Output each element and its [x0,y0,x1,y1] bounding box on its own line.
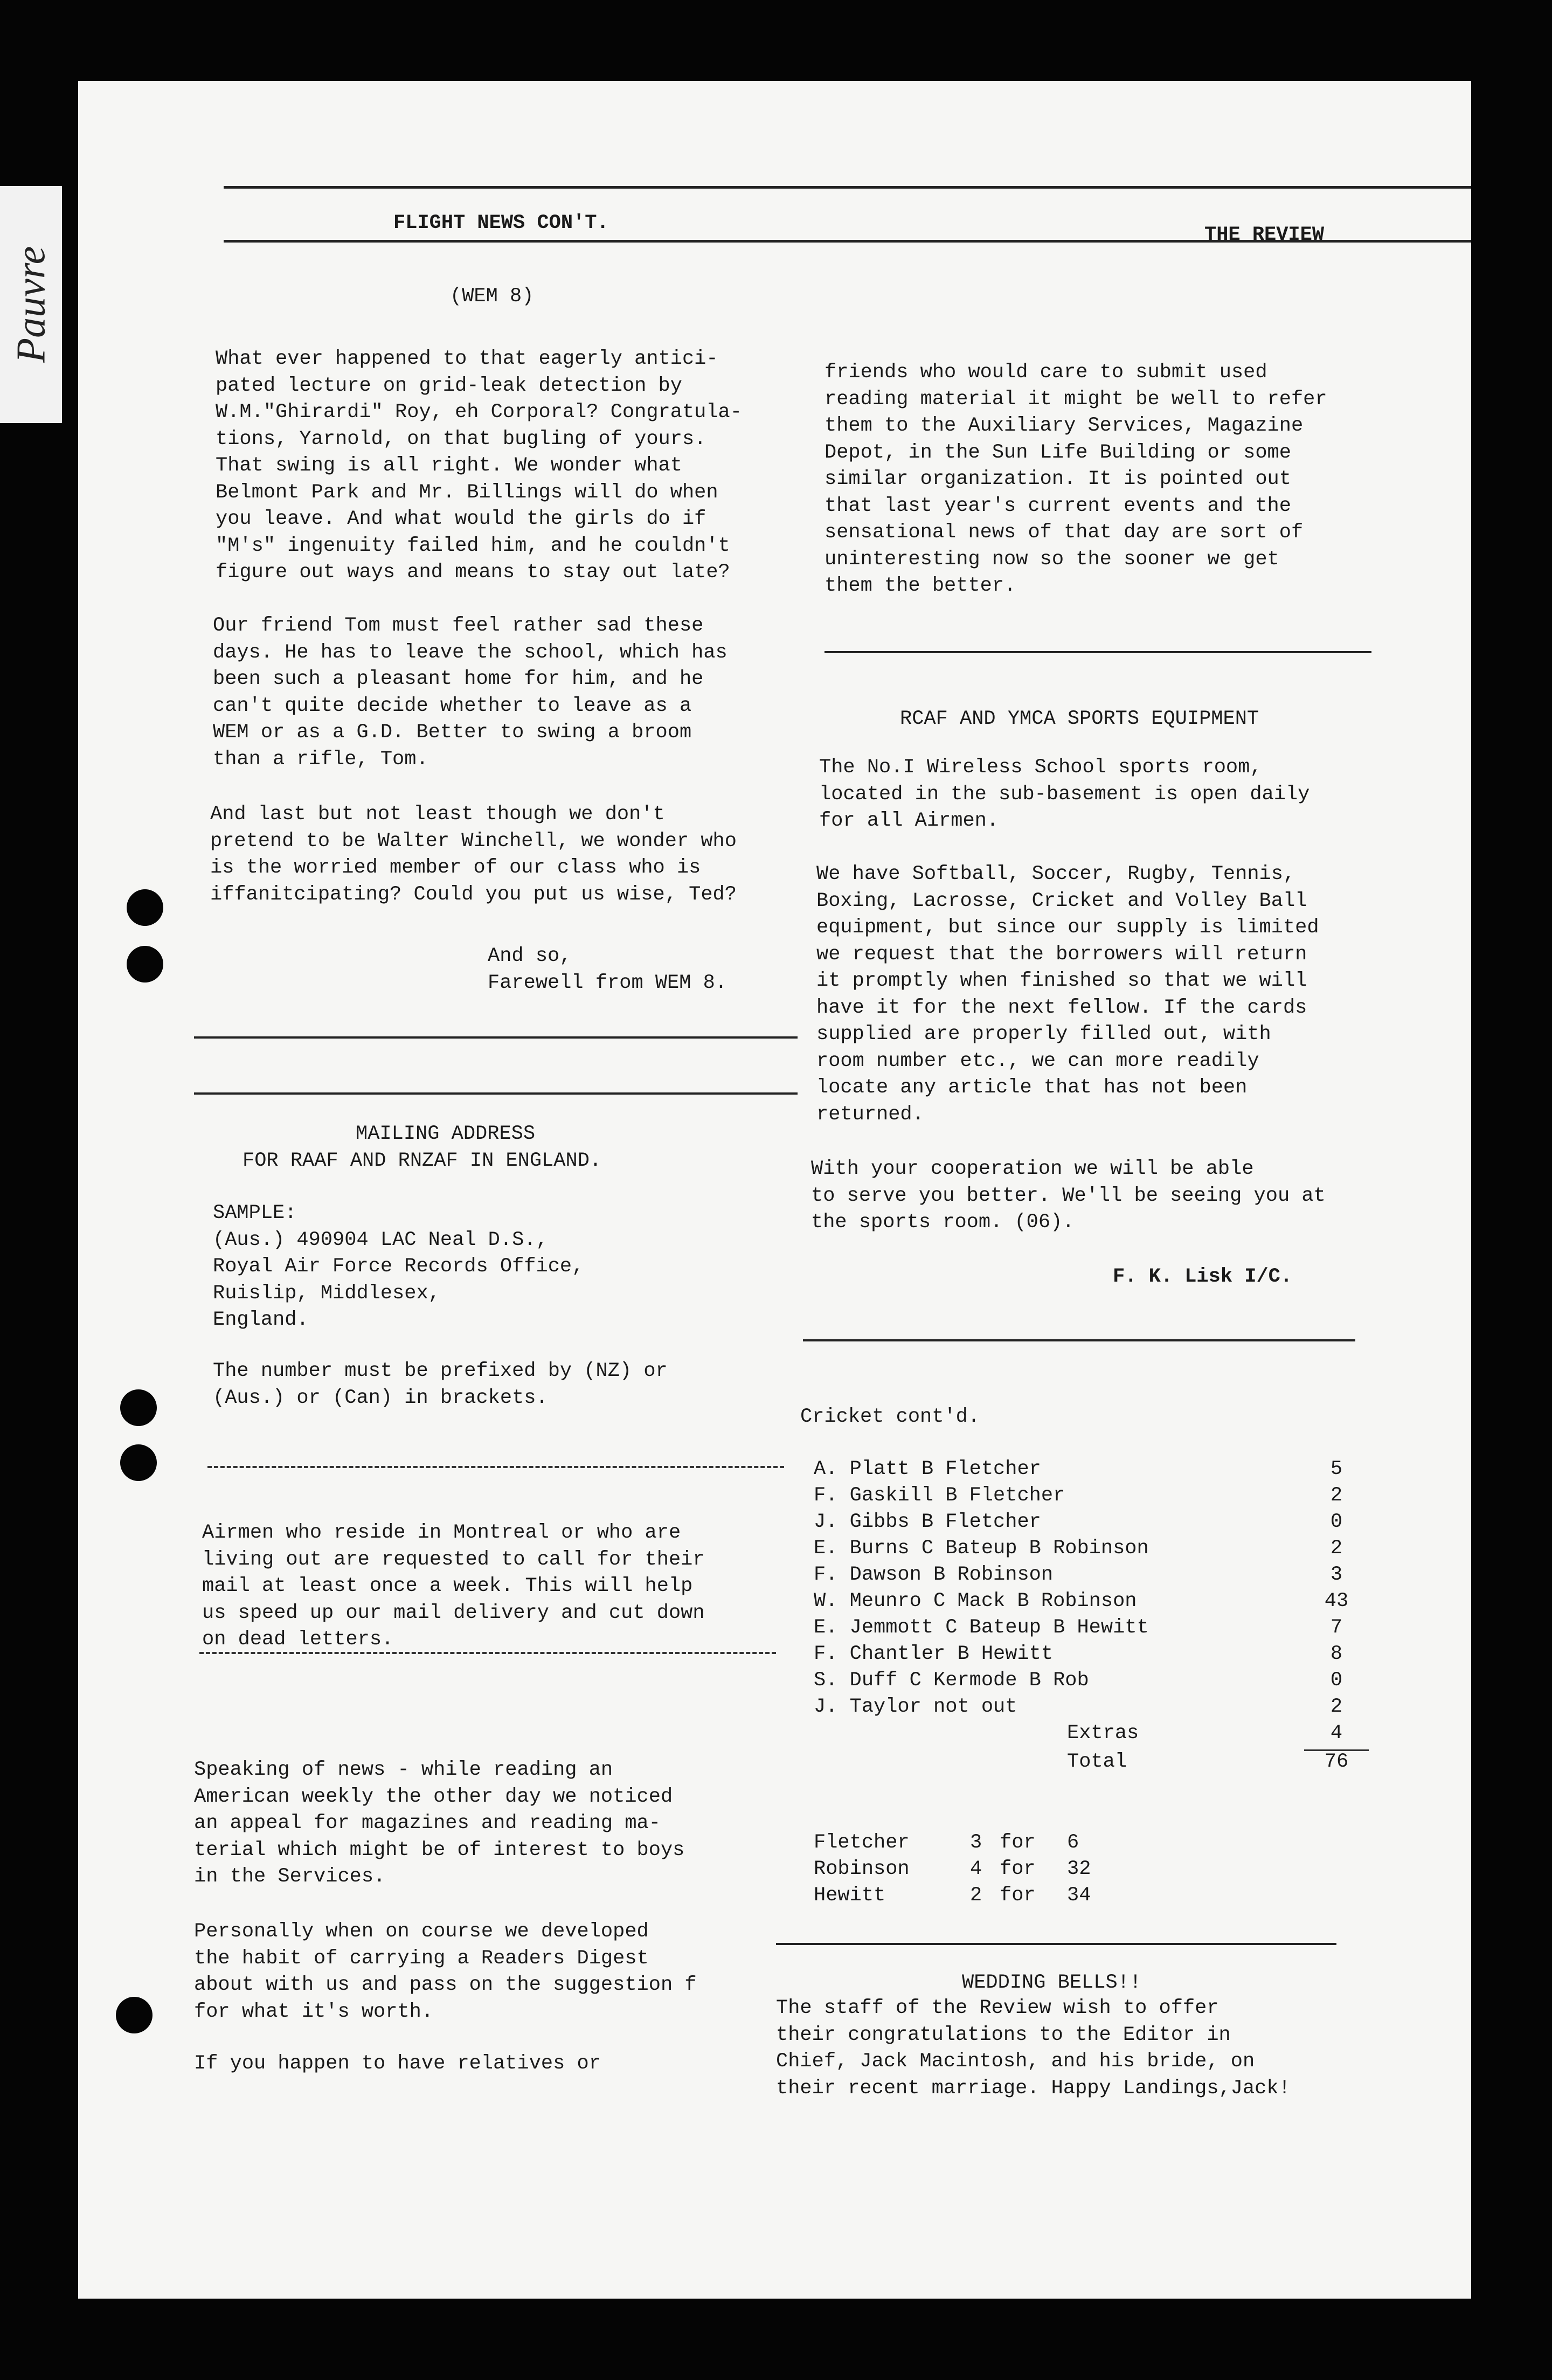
punch-hole [120,1389,157,1426]
mailing-subtitle: FOR RAAF AND RNZAF IN ENGLAND. [242,1150,602,1172]
header-rule-top [224,186,1471,189]
divider [776,1943,1336,1945]
header-rule-bottom [224,240,1471,243]
extras-row: Extras 4 [1067,1722,1343,1745]
punch-hole [116,1997,153,2033]
table-row: Fletcher 3 for 6 [814,1831,1079,1854]
punch-hole [127,889,163,926]
header-left-title: FLIGHT NEWS CON'T. [393,212,609,234]
newsletter-page [78,81,1471,2299]
cricket-batting-table [814,1458,1374,1835]
mailing-title: MAILING ADDRESS [356,1123,536,1145]
table-row: E. Jemmott C Bateup B Hewitt 7 [814,1616,1343,1639]
table-row: Robinson 4 for 32 [814,1858,1091,1880]
header-right-title: THE REVIEW [1204,224,1325,246]
news-paragraph-1: Speaking of news - while reading an American weekly the other day we noticed an appeal for magazines and reading ma- terial which might be of interest to boys in the Services. [194,1759,685,1888]
divider [803,1339,1355,1341]
news-paragraph-2: Personally when on course we developed the habit of carrying a Readers Digest about with us and pass on the suggestion f for what it's worth. [194,1920,697,2023]
mailing-note: The number must be prefixed by (NZ) or (Aus.) or (Can) in brackets. [213,1360,668,1409]
table-row: W. Meunro C Mack B Robinson 43 [814,1590,1349,1613]
cricket-bowling-table [814,1831,1137,1918]
punch-hole [127,946,163,983]
sports-title: RCAF AND YMCA SPORTS EQUIPMENT [900,708,1259,730]
wem-paragraph-1: What ever happened to that eagerly antici- pated lecture on grid-leak detection by W.M."Ghirardi" Roy, eh Corporal? Congratula- tions, Yarnold, on that bugling of yours. That swing is all right. We wonder what Belmont Park and Mr. Billings will do when you leave. And what would the girls do if "M's" ingenuity failed him, and he couldn't figure out ways and means to stay out late? [216,348,742,584]
section-tag: (WEM 8) [450,285,534,308]
table-row: Hewitt 2 for 34 [814,1884,1091,1907]
sports-paragraph-3: With your cooperation we will be able to serve you better. We'll be seeing you at the sports room. (06). [811,1158,1326,1234]
cricket-heading: Cricket cont'd. [800,1406,980,1428]
table-row: S. Duff C Kermode B Rob 0 [814,1669,1343,1692]
news-paragraph-3: If you happen to have relatives or [194,2052,601,2075]
wem-paragraph-2: Our friend Tom must feel rather sad these days. He has to leave the school, which has been such a pleasant home for him, and he can't quite decide whether to leave as a WEM or as a G.D. Better to swing a broom than a rifle, Tom. [213,614,728,771]
dashed-divider [199,1652,776,1654]
airmen-paragraph: Airmen who reside in Montreal or who are living out are requested to call for their mail at least once a week. This will help us speed up our mail delivery and cut down on dead letters. [202,1521,705,1651]
punch-hole [120,1444,157,1481]
divider [194,1036,798,1039]
table-row: F. Gaskill B Fletcher 2 [814,1484,1343,1507]
table-row: J. Taylor not out 2 [814,1696,1343,1718]
table-row: A. Platt B Fletcher 5 [814,1458,1343,1480]
dashed-divider [207,1466,784,1468]
divider [824,651,1371,653]
wedding-title: WEDDING BELLS!! [962,1971,1142,1994]
table-row: J. Gibbs B Fletcher 0 [814,1511,1343,1533]
table-row: F. Dawson B Robinson 3 [814,1563,1343,1586]
edge-tab-label: Pauvre [8,246,53,363]
sports-paragraph-2: We have Softball, Soccer, Rugby, Tennis, Boxing, Lacrosse, Cricket and Volley Ball equipment, but since our supply is limited we request that the borrowers will return it promptly when finished so that we will have it for the next fellow. If the cards supplied are properly filled out, with room number etc., we can more readily locate any article that has not been returned. [816,863,1319,1126]
mailing-sample: SAMPLE: (Aus.) 490904 LAC Neal D.S., Royal Air Force Records Office, Ruislip, Middlesex, England. [213,1202,584,1331]
wem-signoff: And so, Farewell from WEM 8. [488,945,728,994]
archive-edge-tab [0,186,62,423]
wedding-paragraph: The staff of the Review wish to offer their congratulations to the Editor in Chief, Jack Macintosh, and his bride, on their recent marriage. Happy Landings,Jack! [776,1997,1291,2100]
table-row: F. Chantler B Hewitt 8 [814,1643,1343,1665]
wem-paragraph-3: And last but not least though we don't pretend to be Walter Winchell, we wonder who is the worried member of our class who is iffanitcipating? Could you put us wise, Ted? [210,803,737,906]
divider [194,1092,798,1095]
table-row: E. Burns C Bateup B Robinson 2 [814,1537,1343,1560]
sports-paragraph-1: The No.I Wireless School sports room, located in the sub-basement is open daily for all Airmen. [819,756,1310,832]
continued-paragraph: friends who would care to submit used reading material it might be well to refer them to the Auxiliary Services, Magazine Depot, in the Sun Life Building or some similar organization. It is pointed out that last year's current events and the sensational news of that day are sort of uninteresting now so the sooner we get them the better. [824,361,1327,597]
sports-signature: F. K. Lisk I/C. [1113,1265,1293,1288]
total-row: Total 76 [1067,1751,1349,1773]
